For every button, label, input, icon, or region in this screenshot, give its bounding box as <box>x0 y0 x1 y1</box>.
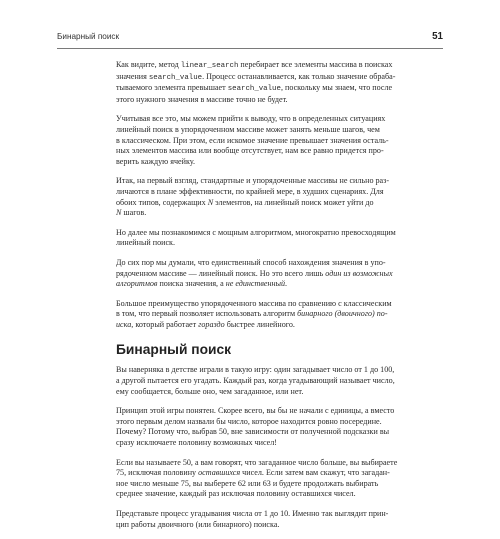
code-search-value: search_value <box>227 85 281 94</box>
paragraph-advantage: Большое преимущество упорядоченного массива по сравнению с классическим в том, что первый позволяет использовать алгоритм бинарного (двоичного) по- иска, который работает гораздо быстрее линейного. <box>116 298 392 329</box>
paragraph-linear-search: Как видите, метод linear_search перебирает все элементы массива в поисках значения search_value. Процесс останавливается, как только значение обраба- тываемого элемента превышает search_value, поскольку мы знаем, что после этого нужного значения в массиве точно не будет. <box>116 60 396 104</box>
paragraph-efficiency: Итак, на первый взгляд, стандартные и упорядоченные массивы не сильно раз- личаются в плане эффективности, по крайней мере, в худших сценариях. Для обоих типов, содержащих N элементов, на линейный поиск может уйти до N шагов. <box>116 176 390 218</box>
running-header <box>57 32 443 49</box>
paragraph-halving: Если вы называете 50, а вам говорят, что загаданное число больше, вы выбираете 75, исключая половину оставшихся чисел. Если затем вам скажут, что загадан- ное число меньше 75, вы выберете 62 или 63 и будете продолжать выбирать среднее значение, каждый раз исключая половину оставшихся чисел. <box>116 457 398 499</box>
paragraph-conclusion: Учитывая все это, мы можем прийти к выводу, что в определенных ситуациях линейный поиск в упорядоченном массиве может занять меньше шагов, чем в классическом. При этом, если искомое значение превышает значения осталь- ных элементов массива или вообще отсутствует, нам все равно придется про- верить каждую ячейку. <box>116 114 389 166</box>
page-number: 51 <box>432 31 443 42</box>
paragraph-one-of-algorithms: До сих пор мы думали, что единственный способ нахождения значения в упо- рядоченном массиве — линейный поиск. Но это всего лишь один из возможных алгоритмов поиска значения, а не единственный. <box>116 257 393 289</box>
paragraph-powerful-algorithm: Но далее мы познакомимся с мощным алгоритмом, многократно превосходящим линейный поиск. <box>116 227 396 248</box>
page-content <box>116 60 398 539</box>
section-title: Бинарный поиск <box>116 342 232 358</box>
code-linear-search: linear_search <box>180 62 239 70</box>
paragraph-imagine: Представьте процесс угадывания числа от 1 до 10. Именно так выглядит прин- цип работы двоичного (или бинарного) поиска. <box>116 509 389 529</box>
paragraph-game-principle: Принцип этой игры понятен. Скорее всего, вы бы не начали с единицы, а вместо этого первым делом назвали бы число, которое находится ровно посередине. Почему? Потому что, выбрав 50, вне зависимости от полученной подсказки вы сразу исключаете половину возможных чисел! <box>116 406 395 448</box>
code-search-value: search_value <box>148 73 203 82</box>
running-title: Бинарный поиск <box>57 32 120 41</box>
paragraph-guessing-game: Вы наверняка в детстве играли в такую игру: один загадывает число от 1 до 100, а другой пытается его угадать. Каждый раз, когда угадывающий называет число, ему сообщается, больше оно, чем загаданное, или нет. <box>116 365 395 396</box>
